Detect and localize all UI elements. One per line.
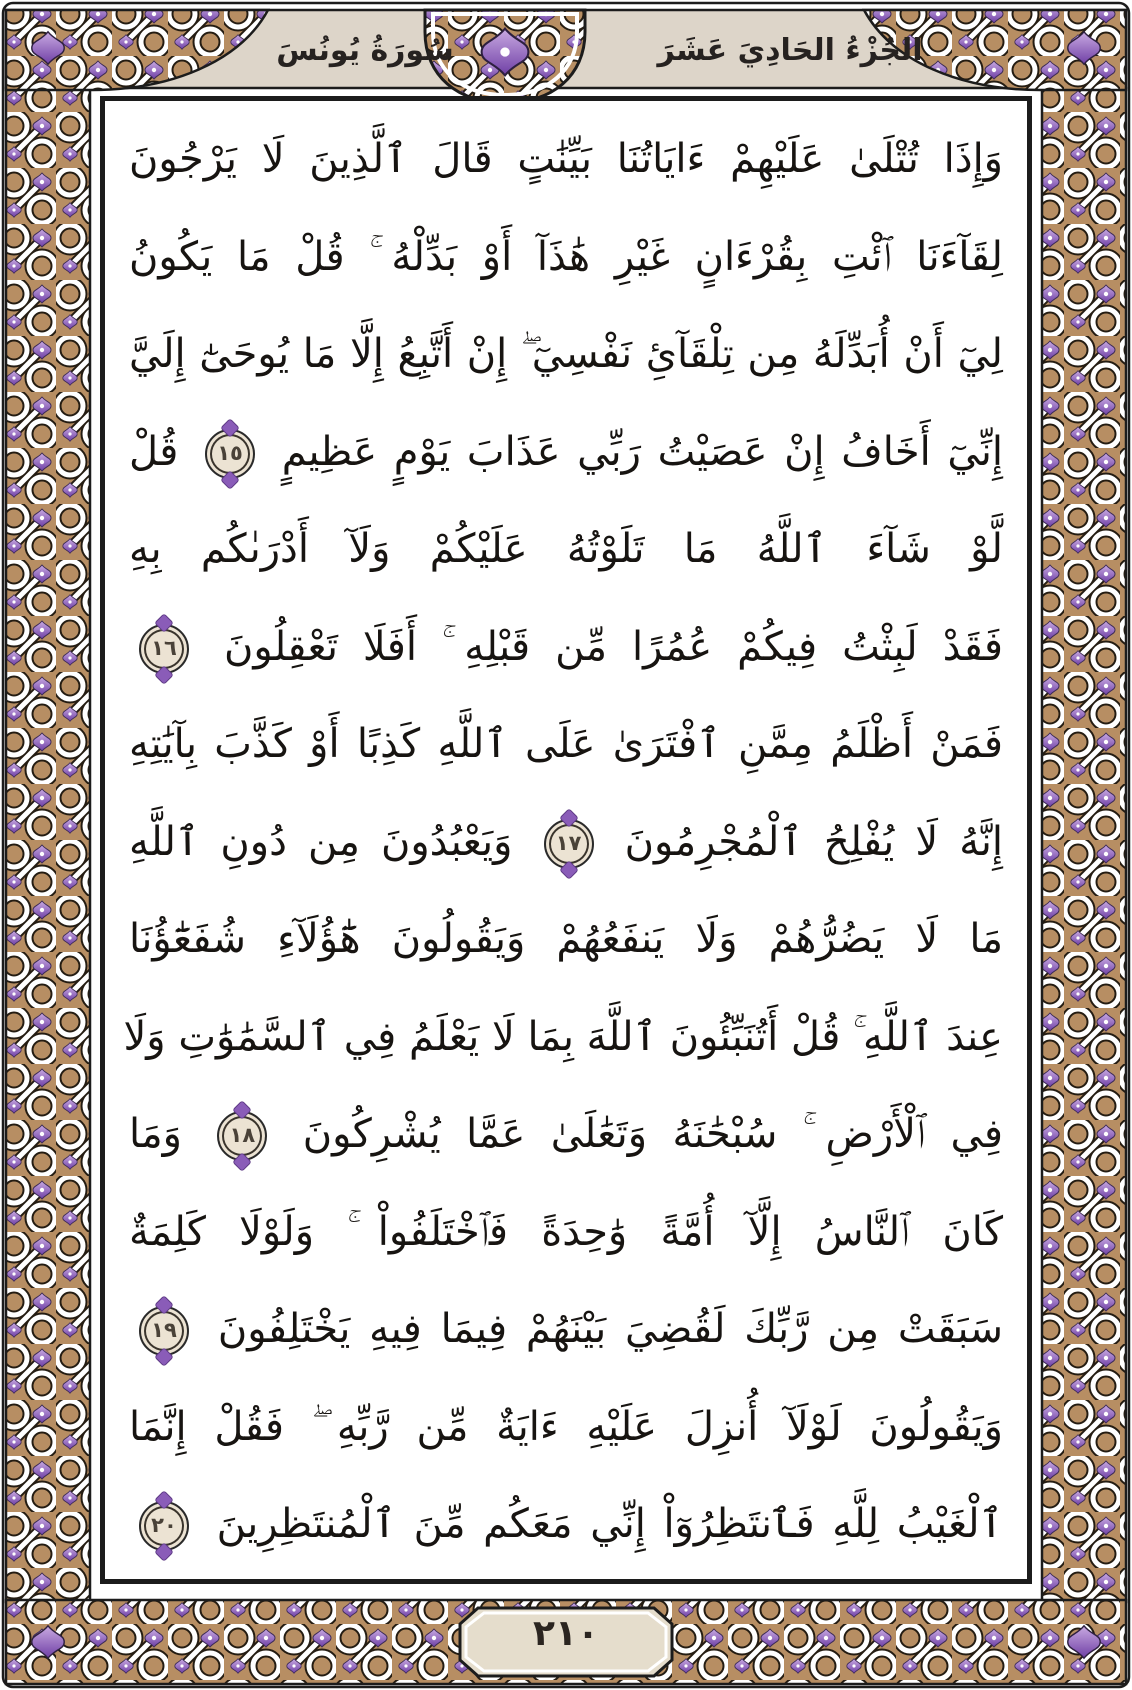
verse-text: عِندَ ٱللَّهِ ۚ قُلْ أَتُنَبِّئُونَ ٱللَّهَ بِمَا لَا يَعْلَمُ فِي ٱلسَّمَٰوَٰتِ وَلَا bbox=[123, 1013, 1003, 1060]
verse-text: لِقَآءَنَا ٱئْتِ بِقُرْءَانٍ غَيْرِ هَٰذَآ أَوْ بَدِّلْهُ ۚ قُلْ مَا يَكُونُ bbox=[129, 233, 1003, 280]
verse-number-medallion: ١٩ bbox=[139, 1306, 189, 1356]
quran-lines bbox=[105, 101, 1027, 1579]
verse-text: كَانَ ٱلنَّاسُ إِلَّآ أُمَّةً وَٰحِدَةً فَٱخْتَلَفُواْ ۚ وَلَوْلَا كَلِمَةٌ bbox=[129, 1208, 1003, 1255]
text-frame bbox=[100, 96, 1032, 1584]
quran-line-10 bbox=[123, 989, 1003, 1087]
verse-number-medallion: ١٦ bbox=[139, 624, 189, 674]
quran-line-8 bbox=[129, 794, 1003, 892]
quran-line-1 bbox=[129, 111, 1003, 209]
quran-line-5 bbox=[129, 501, 1003, 599]
border-band-left bbox=[6, 88, 90, 1602]
quran-line-6 bbox=[129, 599, 1003, 697]
verse-text: فِي ٱلْأَرْضِ ۚ سُبْحَٰنَهُ وَتَعَٰلَىٰ عَمَّا يُشْرِكُونَ bbox=[302, 1111, 1003, 1157]
verse-text: فَمَنْ أَظْلَمُ مِمَّنِ ٱفْتَرَىٰ عَلَى ٱللَّهِ كَذِبًا أَوْ كَذَّبَ بِآيَٰتِهِ bbox=[129, 721, 1003, 767]
verse-text: وَمَا bbox=[129, 1111, 182, 1157]
quran-line-13 bbox=[129, 1281, 1003, 1379]
border-band-right bbox=[1042, 88, 1126, 1602]
verse-text: قُلْ bbox=[129, 428, 179, 475]
verse-text: فَقَدْ لَبِثْتُ فِيكُمْ عُمُرًا مِّن قَبْلِهِ ۚ أَفَلَا تَعْقِلُونَ bbox=[224, 623, 1004, 670]
quran-line-4 bbox=[129, 404, 1003, 502]
surah-title: سُورَةُ يُونُسَ bbox=[276, 33, 454, 68]
verse-number-medallion: ١٨ bbox=[217, 1111, 267, 1161]
verse-text: إِنِّيٓ أَخَافُ إِنْ عَصَيْتُ رَبِّي عَذَابَ يَوْمٍ عَظِيمٍ bbox=[281, 428, 1003, 475]
verse-number-medallion: ٢٠ bbox=[139, 1501, 189, 1551]
verse-text: إِنَّهُ لَا يُفْلِحُ ٱلْمُجْرِمُونَ bbox=[624, 818, 1003, 865]
verse-text: وَيَعْبُدُونَ مِن دُونِ ٱللَّهِ bbox=[129, 818, 513, 865]
verse-number-medallion: ١٥ bbox=[205, 429, 255, 479]
verse-number-medallion: ١٧ bbox=[544, 819, 594, 869]
quran-line-11 bbox=[129, 1086, 1003, 1184]
verse-text: وَإِذَا تُتْلَىٰ عَلَيْهِمْ ءَايَاتُنَا بَيِّنَٰتٍ قَالَ ٱلَّذِينَ لَا يَرْجُونَ bbox=[129, 136, 1003, 182]
quran-line-9 bbox=[129, 891, 1003, 989]
quran-line-15 bbox=[129, 1476, 1003, 1574]
verse-text: لِيٓ أَنْ أُبَدِّلَهُ مِن تِلْقَآئِ نَفْسِيٓ ۖ إِنْ أَتَّبِعُ إِلَّا مَا يُوحَىٰٓ إِلَيَّ bbox=[129, 331, 1003, 377]
juz-title: الجُزْءُ الحَادِيَ عَشَرَ bbox=[657, 33, 923, 68]
page-number: ٢١٠ bbox=[533, 1613, 599, 1654]
quran-line-14 bbox=[129, 1379, 1003, 1477]
verse-text: لَّوْ شَآءَ ٱللَّهُ مَا تَلَوْتُهُ عَلَيْكُمْ وَلَآ أَدْرَىٰكُم بِهِ bbox=[129, 526, 1003, 572]
quran-line-2 bbox=[129, 209, 1003, 307]
verse-text: ٱلْغَيْبُ لِلَّهِ فَٱنتَظِرُوٓاْ إِنِّي مَعَكُم مِّنَ ٱلْمُنتَظِرِينَ bbox=[216, 1501, 1003, 1547]
verse-text: وَيَقُولُونَ لَوْلَآ أُنزِلَ عَلَيْهِ ءَايَةٌ مِّن رَّبِّهِ ۖ فَقُلْ إِنَّمَا bbox=[129, 1403, 1003, 1450]
quran-line-7 bbox=[129, 696, 1003, 794]
verse-text: مَا لَا يَضُرُّهُمْ وَلَا يَنفَعُهُمْ وَيَقُولُونَ هَٰٓؤُلَآءِ شُفَعَٰٓؤُنَا bbox=[129, 916, 1003, 962]
verse-text: سَبَقَتْ مِن رَّبِّكَ لَقُضِيَ بَيْنَهُمْ فِيمَا فِيهِ يَخْتَلِفُونَ bbox=[217, 1306, 1003, 1352]
quran-line-12 bbox=[129, 1184, 1003, 1282]
quran-line-3 bbox=[129, 306, 1003, 404]
